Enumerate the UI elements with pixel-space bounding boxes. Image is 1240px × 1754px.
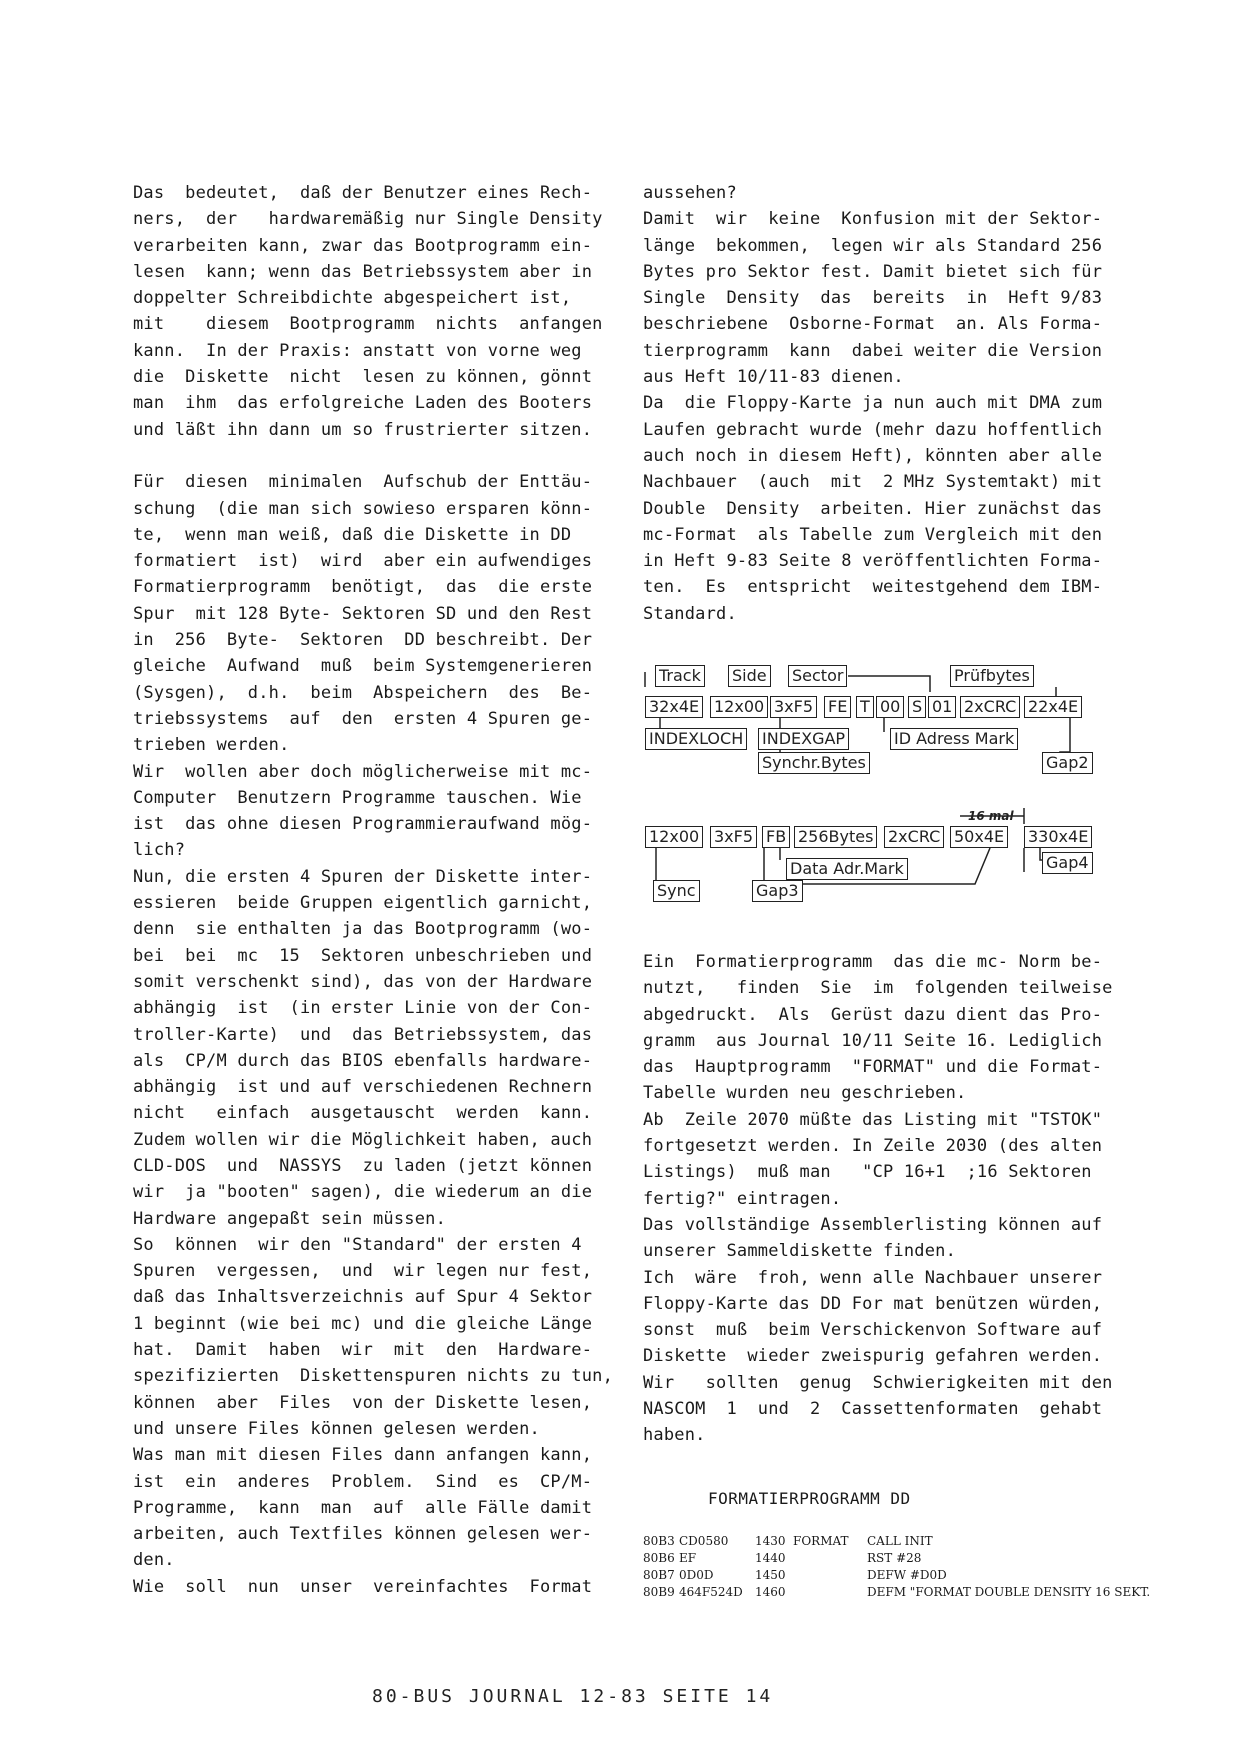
text-line: Nachbauer (auch mit 2 MHz Systemtakt) mit bbox=[643, 472, 1103, 493]
text-line: troller-Karte) und das Betriebssystem, das bbox=[133, 1024, 593, 1045]
text-line: aus Heft 10/11-83 dienen. bbox=[643, 367, 904, 388]
text-line: arbeiten, auch Textfiles können gelesen wer- bbox=[133, 1524, 593, 1545]
text-line: lich? bbox=[133, 840, 186, 861]
text-line: ist ein anderes Problem. Sind es CP/M- bbox=[133, 1471, 593, 1492]
text-line: ist das ohne diesen Programmieraufwand mög- bbox=[133, 814, 593, 835]
text-line: Ich wäre froh, wenn alle Nachbauer unserer bbox=[643, 1267, 1103, 1288]
text-line: mc-Format als Tabelle zum Vergleich mit den bbox=[643, 524, 1103, 545]
listing-bytes: CD0580 bbox=[679, 1534, 729, 1548]
text-line: tierprogramm kann dabei weiter die Version bbox=[643, 340, 1103, 361]
listing-instr: DEFW #D0D bbox=[867, 1568, 947, 1582]
text-line: abhängig ist (in erster Linie von der Con- bbox=[133, 998, 593, 1019]
text-line: Nun, die ersten 4 Spuren der Diskette inter- bbox=[133, 866, 593, 887]
text-line: unserer Sammeldiskette finden. bbox=[643, 1241, 957, 1262]
text-line: spezifizierten Diskettenspuren nichts zu tun, bbox=[133, 1366, 614, 1387]
text-line: nutzt, finden Sie im folgenden teilweise bbox=[643, 978, 1113, 999]
diag1-00: 00 bbox=[876, 696, 904, 718]
text-line: Diskette wieder zweispurig gefahren werden. bbox=[643, 1346, 1103, 1367]
listing-lno: 1440 bbox=[755, 1551, 786, 1565]
text-line: essieren beide Gruppen eigentlich garnicht, bbox=[133, 893, 593, 914]
text-line: ten. Es entspricht weitestgehend dem IBM- bbox=[643, 577, 1103, 598]
text-line: sonst muß beim Verschickenvon Software auf bbox=[643, 1320, 1103, 1341]
text-line: den. bbox=[133, 1550, 175, 1571]
text-line: formatiert ist) wird aber ein aufwendiges bbox=[133, 551, 593, 572]
text-line: Double Density arbeiten. Hier zunächst das bbox=[643, 498, 1103, 519]
text-line: daß das Inhaltsverzeichnis auf Spur 4 Sektor bbox=[133, 1287, 593, 1308]
listing-instr: DEFM "FORMAT DOUBLE DENSITY 16 SEKT. bbox=[867, 1585, 1151, 1599]
text-line: länge bekommen, legen wir als Standard 256 bbox=[643, 235, 1103, 256]
text-line: somit verschenkt sind), das von der Hardware bbox=[133, 971, 593, 992]
listing-addr: 80B6 bbox=[643, 1551, 675, 1565]
diag2-gap4: Gap4 bbox=[1042, 852, 1093, 874]
listing-addr: 80B9 bbox=[643, 1585, 675, 1599]
listing-label: FORMAT bbox=[793, 1534, 849, 1548]
diag1-id-adress-mark: ID Adress Mark bbox=[890, 728, 1018, 750]
text-line: Tabelle wurden neu geschrieben. bbox=[643, 1083, 967, 1104]
listing-lno: 1460 bbox=[755, 1585, 786, 1599]
text-line: Bytes pro Sektor fest. Damit bietet sich für bbox=[643, 261, 1103, 282]
diag1-sector: Sector bbox=[788, 665, 847, 687]
diag2-sync: Sync bbox=[653, 880, 700, 902]
text-line: Für diesen minimalen Aufschub der Enttäu- bbox=[133, 472, 593, 493]
diag2-3xf5: 3xF5 bbox=[710, 826, 757, 848]
text-line: beschriebene Osborne-Format an. Als Forma- bbox=[643, 314, 1103, 335]
diag2-count-label: 16 mal bbox=[968, 809, 1014, 823]
text-line: nicht einfach ausgetauscht werden kann. bbox=[133, 1103, 593, 1124]
text-line: in Heft 9-83 Seite 8 veröffentlichten Forma- bbox=[643, 551, 1103, 572]
text-line: gramm aus Journal 10/11 Seite 16. Lediglich bbox=[643, 1030, 1103, 1051]
diag1-3xf5: 3xF5 bbox=[770, 696, 817, 718]
text-line: haben. bbox=[643, 1425, 706, 1446]
text-line: (Sysgen), d.h. beim Abspeichern des Be- bbox=[133, 682, 593, 703]
diag1-side: Side bbox=[728, 665, 771, 687]
text-line: aussehen? bbox=[643, 183, 737, 203]
text-line: als CP/M durch das BIOS ebenfalls hardware- bbox=[133, 1050, 593, 1071]
text-line: fertig?" eintragen. bbox=[643, 1188, 842, 1209]
text-line: verarbeiten kann, zwar das Bootprogramm ein- bbox=[133, 235, 593, 256]
text-line: man ihm das erfolgreiche Laden des Booters bbox=[133, 393, 593, 414]
text-line: bei bei mc 15 Sektoren unbeschrieben und bbox=[133, 945, 593, 966]
listing-bytes: 464F524D bbox=[679, 1585, 743, 1599]
diag2-fb: FB bbox=[762, 826, 790, 848]
text-line: CLD-DOS und NASSYS zu laden (jetzt können bbox=[133, 1155, 593, 1176]
text-line: NASCOM 1 und 2 Cassettenformaten gehabt bbox=[643, 1399, 1103, 1420]
listing-bytes: 0D0D bbox=[679, 1568, 714, 1582]
diag1-01: 01 bbox=[928, 696, 956, 718]
text-line: Spuren vergessen, und wir legen nur fest, bbox=[133, 1261, 593, 1282]
text-line: Listings) muß man "CP 16+1 ;16 Sektoren bbox=[643, 1162, 1092, 1183]
listing-addr: 80B3 bbox=[643, 1534, 675, 1548]
text-line: in 256 Byte- Sektoren DD beschreibt. Der bbox=[133, 630, 593, 651]
text-line: triebssystems auf den ersten 4 Spuren ge- bbox=[133, 708, 593, 729]
page-footer: 80-BUS JOURNAL 12-83 SEITE 14 bbox=[372, 1686, 774, 1707]
text-line: te, wenn man weiß, daß die Diskette in DD bbox=[133, 524, 572, 545]
text-line: Wie soll nun unser vereinfachtes Format bbox=[133, 1576, 593, 1597]
diag1-2xcrc: 2xCRC bbox=[960, 696, 1020, 718]
diag1-12x00: 12x00 bbox=[710, 696, 768, 718]
listing-bytes: EF bbox=[679, 1551, 697, 1565]
text-line: gleiche Aufwand muß beim Systemgenerieren bbox=[133, 656, 593, 677]
diag1-22x4e: 22x4E bbox=[1024, 696, 1082, 718]
text-line: wir ja "booten" sagen), die wiederum an die bbox=[133, 1182, 593, 1203]
right-text-column-bottom bbox=[643, 949, 1113, 1449]
text-line: schung (die man sich sowieso ersparen könn- bbox=[133, 498, 593, 519]
text-line: Formatierprogramm benötigt, das die erste bbox=[133, 577, 593, 598]
diag1-indexloch: INDEXLOCH bbox=[645, 728, 747, 750]
text-line: Ein Formatierprogramm das die mc- Norm be- bbox=[643, 952, 1103, 972]
text-line: fortgesetzt werden. In Zeile 2030 (des alten bbox=[643, 1136, 1103, 1157]
text-line: Laufen gebracht wurde (mehr dazu hoffentlich bbox=[643, 419, 1103, 440]
diag1-t: T bbox=[856, 696, 874, 718]
diag2-gap3: Gap3 bbox=[752, 880, 803, 902]
text-line: Standard. bbox=[643, 603, 737, 624]
text-line: Das vollständige Assemblerlisting können auf bbox=[643, 1214, 1103, 1235]
program-title: FORMATIERPROGRAMM DD bbox=[708, 1489, 911, 1508]
text-line: können aber Files von der Diskette lesen, bbox=[133, 1392, 593, 1413]
text-line: Computer Benutzern Programme tauschen. Wie bbox=[133, 787, 582, 808]
listing-lno: 1450 bbox=[755, 1568, 786, 1582]
text-line: abhängig ist und auf verschiedenen Rechnern bbox=[133, 1077, 593, 1098]
text-line: ners, der hardwaremäßig nur Single Density bbox=[133, 209, 603, 230]
text-line: Was man mit diesen Files dann anfangen kann, bbox=[133, 1445, 593, 1466]
diag1-fe: FE bbox=[824, 696, 851, 718]
diag1-s: S bbox=[908, 696, 926, 718]
listing-instr: CALL INIT bbox=[867, 1534, 933, 1548]
text-line: die Diskette nicht lesen zu können, gönnt bbox=[133, 367, 593, 388]
text-line: Da die Floppy-Karte ja nun auch mit DMA zum bbox=[643, 393, 1103, 414]
text-line: Zudem wollen wir die Möglichkeit haben, auch bbox=[133, 1129, 593, 1150]
text-line: und läßt ihn dann um so frustrierter sitzen. bbox=[133, 419, 593, 440]
listing-instr: RST #28 bbox=[867, 1551, 922, 1565]
diag2-50x4e: 50x4E bbox=[950, 826, 1008, 848]
text-line: Hardware angepaßt sein müssen. bbox=[133, 1208, 447, 1229]
text-line: und unsere Files können gelesen werden. bbox=[133, 1418, 540, 1439]
text-line: mit diesem Bootprogramm nichts anfangen bbox=[133, 314, 603, 335]
text-line: Spur mit 128 Byte- Sektoren SD und den Rest bbox=[133, 603, 593, 624]
diag2-12x00: 12x00 bbox=[645, 826, 703, 848]
text-line: auch noch in diesem Heft), könnten aber alle bbox=[643, 445, 1103, 466]
text-line: doppelter Schreibdichte abgespeichert ist, bbox=[133, 288, 572, 309]
text-line: hat. Damit haben wir mit den Hardware- bbox=[133, 1340, 593, 1361]
diag2-330x4e: 330x4E bbox=[1024, 826, 1092, 848]
listing-lno: 1430 bbox=[755, 1534, 786, 1548]
text-line: das Hauptprogramm "FORMAT" und die Format- bbox=[643, 1057, 1103, 1078]
diag1-indexgap: INDEXGAP bbox=[758, 728, 849, 750]
text-line: So können wir den "Standard" der ersten 4 bbox=[133, 1234, 582, 1255]
text-line: Single Density das bereits in Heft 9/83 bbox=[643, 288, 1103, 309]
diag1-track: Track bbox=[655, 665, 705, 687]
text-line: kann. In der Praxis: anstatt von vorne weg bbox=[133, 340, 582, 361]
text-line: Wir sollten genug Schwierigkeiten mit den bbox=[643, 1372, 1113, 1393]
text-line: trieben werden. bbox=[133, 735, 290, 756]
diag2-2xcrc: 2xCRC bbox=[884, 826, 944, 848]
diag2-data-adr-mark: Data Adr.Mark bbox=[786, 858, 908, 880]
diag1-gap2: Gap2 bbox=[1042, 752, 1093, 774]
diag1-pruefbytes: Prüfbytes bbox=[950, 665, 1034, 687]
text-line: 1 beginnt (wie bei mc) und die gleiche Länge bbox=[133, 1313, 593, 1334]
text-line: Ab Zeile 2070 müßte das Listing mit "TSTOK" bbox=[643, 1109, 1103, 1130]
text-line: lesen kann; wenn das Betriebssystem aber in bbox=[133, 261, 593, 282]
text-line: Das bedeutet, daß der Benutzer eines Rech- bbox=[133, 183, 593, 203]
text-line: abgedruckt. Als Gerüst dazu dient das Pro- bbox=[643, 1004, 1103, 1025]
diag2-256bytes: 256Bytes bbox=[794, 826, 877, 848]
text-line: denn sie enthalten ja das Bootprogramm (wo- bbox=[133, 919, 593, 940]
text-line: Floppy-Karte das DD For mat benützen würden, bbox=[643, 1293, 1103, 1314]
text-line: Programme, kann man auf alle Fälle damit bbox=[133, 1497, 593, 1518]
text-line: Wir wollen aber doch möglicherweise mit mc- bbox=[133, 761, 593, 782]
text-line: Damit wir keine Konfusion mit der Sektor- bbox=[643, 209, 1103, 230]
listing-addr: 80B7 bbox=[643, 1568, 675, 1582]
diag1-synchr-bytes: Synchr.Bytes bbox=[758, 752, 870, 774]
diag1-32x4e: 32x4E bbox=[645, 696, 703, 718]
